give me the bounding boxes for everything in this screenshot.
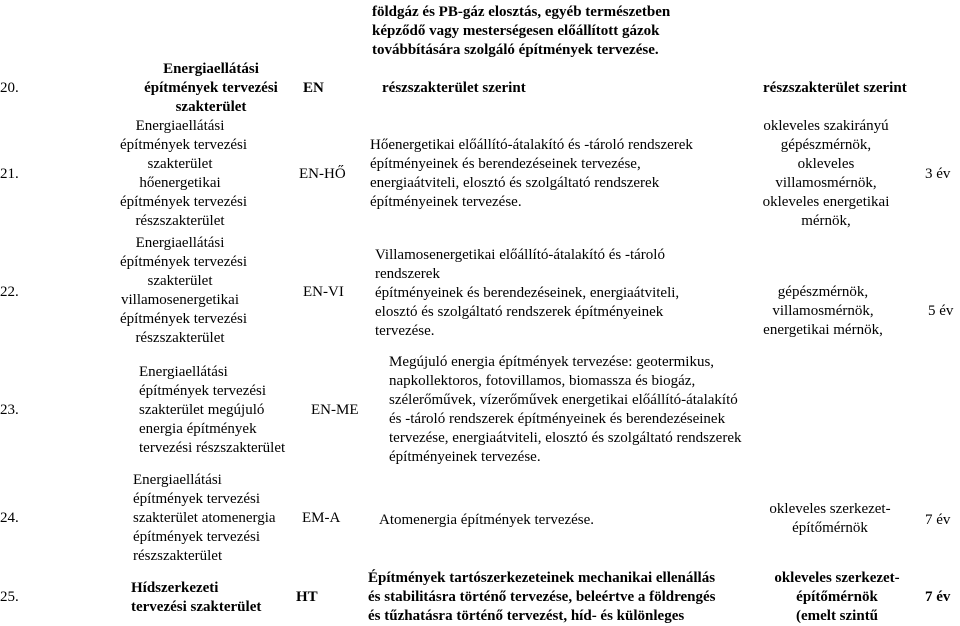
text-line: és stabilitásra történő tervezése, beleértve a földrengés [368, 589, 716, 605]
experience-years: 7 év [925, 512, 951, 528]
text-line: szakterület atomenergia [133, 510, 276, 526]
text-line: építményeinek és berendezéseinek, energiaátviteli, [375, 285, 680, 301]
text-line: részszakterület [133, 548, 223, 564]
text-line: napkollektoros, fotovillamos, biomassza és biogáz, [389, 373, 696, 389]
specialty-code: EN [303, 80, 324, 96]
required-qualification [755, 500, 905, 538]
text-line: energetikai mérnök, [763, 322, 883, 338]
row-number: 21. [0, 166, 19, 182]
specialty-code: EM-A [302, 510, 341, 526]
text-line: építmények tervezési [120, 311, 248, 327]
text-line: részszakterület [135, 213, 225, 229]
specialty-description: Atomenergia építmények tervezése. [379, 512, 595, 528]
text-line: tervezési szakterület [131, 599, 262, 615]
text-line: energia építmények [139, 421, 257, 437]
required-qualification [748, 283, 898, 340]
text-line: építmények tervezési [144, 80, 278, 96]
specialty-name [120, 117, 248, 231]
specialty-description [370, 136, 693, 212]
specialty-description [368, 569, 716, 626]
text-line: építmények tervezési [139, 383, 267, 399]
specialty-name [139, 363, 285, 458]
text-line: Energiaellátási [135, 235, 225, 251]
text-line: okleveles szerkezet- [769, 501, 891, 517]
text-line: mérnök, [801, 213, 851, 229]
specialty-description: részszakterület szerint [382, 80, 526, 96]
row-number: 25. [0, 589, 19, 605]
text-line: Energiaellátási [133, 472, 222, 488]
row-number: 20. [0, 80, 19, 96]
text-line: energiaátviteli, elosztó és szolgáltató rendszerek [370, 175, 660, 191]
text-line: építőmérnök [792, 520, 868, 536]
specialty-code: EN-VI [303, 284, 344, 300]
specialty-name [120, 234, 248, 348]
text-line: villamosenergetikai [120, 292, 240, 308]
text-line: építmények tervezési [133, 491, 261, 507]
experience-years: 3 év [925, 166, 951, 182]
text-line: tervezése, energiaátviteli, elosztó és szolgáltató rendszerek [389, 430, 742, 446]
text-line: Energiaellátási [139, 364, 228, 380]
text-line: szélerőművek, vízerőművek energetikai előállító-átalakító [389, 392, 738, 408]
row-number: 22. [0, 284, 19, 300]
specialty-name [128, 60, 294, 117]
required-qualification [757, 569, 917, 626]
text-line: képződő vagy mesterségesen előállított gázok [372, 23, 660, 39]
text-line: Villamosenergetikai előállító-átalakító és -tároló [375, 247, 665, 263]
text-line: okleveles szakirányú [763, 118, 889, 134]
specialty-description [389, 353, 741, 467]
text-line: Hídszerkezeti [131, 580, 219, 596]
text-line: villamosmérnök, [772, 303, 874, 319]
text-line: Megújuló energia építmények tervezése: geotermikus, [389, 354, 715, 370]
text-line: építményeinek és berendezéseinek tervezése, [370, 156, 641, 172]
text-line: továbbítására szolgáló építmények tervezése. [372, 42, 659, 58]
text-line: szakterület [175, 99, 247, 115]
text-line: Energiaellátási [163, 61, 259, 77]
specialty-code: HT [296, 589, 318, 605]
specialty-code: EN-ME [311, 402, 359, 418]
specialty-description [375, 246, 679, 341]
text-line: (emelt szintű [795, 608, 879, 624]
text-line: szakterület [147, 273, 213, 289]
required-qualification [741, 117, 911, 231]
row-number: 23. [0, 402, 19, 418]
text-line: építmények tervezési [120, 137, 248, 153]
text-line: okleveles [797, 156, 855, 172]
experience-years: 7 év [925, 589, 951, 605]
text-line: és tűzhatásra történő tervezést, híd- és különleges [368, 608, 685, 624]
required-qualification: részszakterület szerint [763, 80, 907, 96]
text-line: okleveles szerkezet- [774, 570, 900, 586]
text-line: építményeinek tervezése. [389, 449, 541, 465]
text-line: szakterület [147, 156, 213, 172]
top-description [372, 3, 670, 60]
text-line: Energiaellátási [135, 118, 225, 134]
specialty-code: EN-HŐ [299, 166, 346, 182]
text-line: építményeinek tervezése. [370, 194, 522, 210]
text-line: építmények tervezési [133, 529, 261, 545]
text-line: Hőenergetikai előállító-átalakító és -tároló rendszerek [370, 137, 693, 153]
text-line: villamosmérnök, [775, 175, 877, 191]
specialty-name [131, 579, 261, 617]
specialty-name [133, 471, 276, 566]
text-line: tervezési részszakterület [139, 440, 286, 456]
text-line: okleveles energetikai [762, 194, 890, 210]
text-line: és -tároló rendszerek építményeinek és berendezéseinek [389, 411, 726, 427]
text-line: gépészmérnök, [780, 137, 872, 153]
text-line: építmények tervezési [120, 254, 248, 270]
text-line: tervezése. [375, 323, 435, 339]
text-line: Építmények tartószerkezeteinek mechanikai ellenállás [368, 570, 716, 586]
text-line: földgáz és PB-gáz elosztás, egyéb természetben [372, 4, 671, 20]
row-number: 24. [0, 510, 19, 526]
text-line: építőmérnök [796, 589, 878, 605]
text-line: szakterület megújuló [139, 402, 265, 418]
text-line: rendszerek [375, 266, 440, 282]
text-line: építmények tervezési [120, 194, 248, 210]
text-line: gépészmérnök, [777, 284, 869, 300]
text-line: hőenergetikai [139, 175, 221, 191]
text-line: elosztó és szolgáltató rendszerek építményeinek [375, 304, 664, 320]
text-line: részszakterület [135, 330, 225, 346]
experience-years: 5 év [928, 303, 954, 319]
